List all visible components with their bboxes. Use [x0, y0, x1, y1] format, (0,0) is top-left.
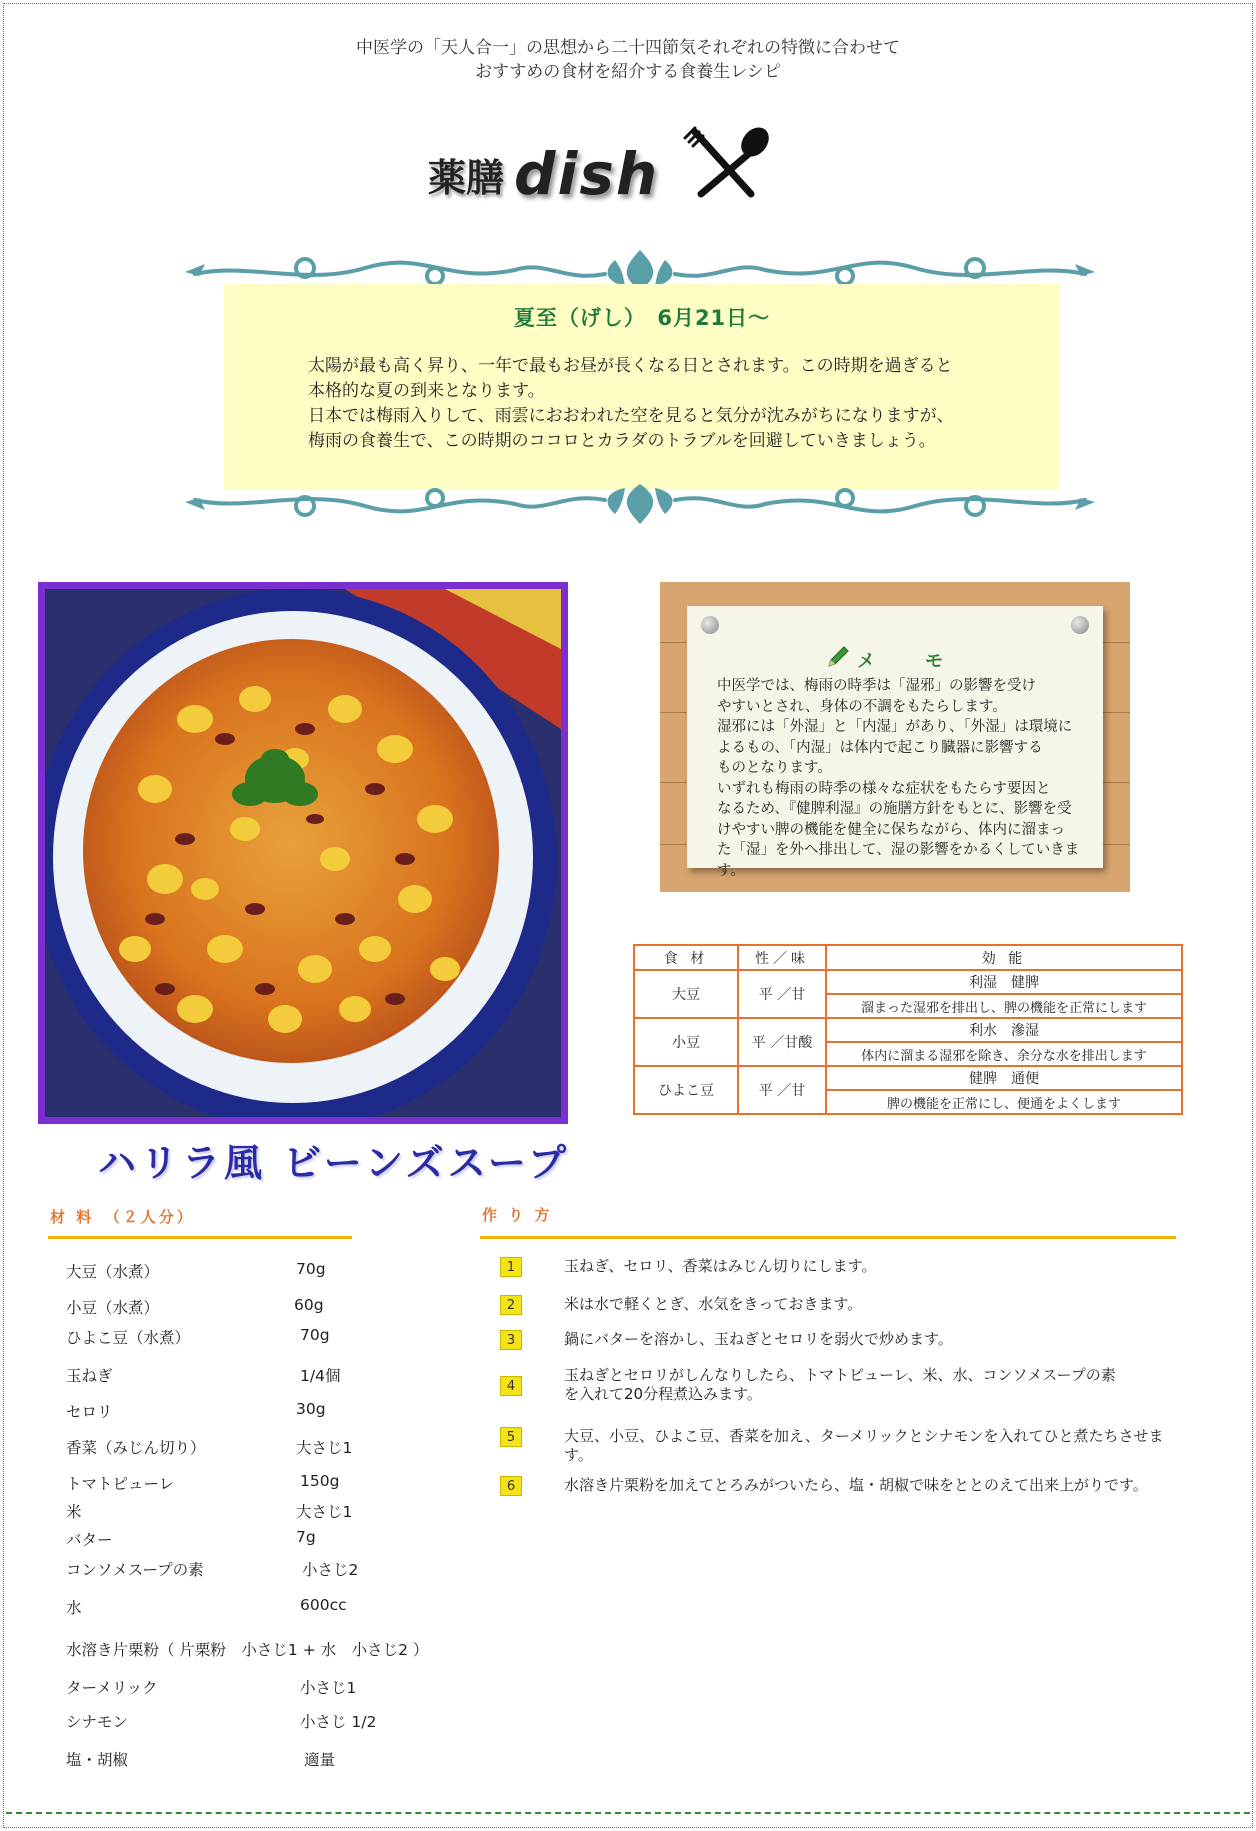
- season-line: 太陽が最も高く昇り、一年で最もお昼が長くなる日とされます。この時期を過ぎると: [308, 356, 953, 376]
- step-text: 水溶き片栗粉を加えてとろみがついたら、塩・胡椒で味をととのえて出来上がりです。: [564, 1476, 1148, 1494]
- food-cell: ひよこ豆: [634, 1066, 738, 1114]
- intro-text: [0, 36, 1256, 84]
- season-title: 夏至（げし） 6月21日～: [513, 306, 771, 330]
- table-row: [634, 1018, 1182, 1042]
- memo-text: [717, 676, 1085, 881]
- ingredients-rule: [48, 1236, 352, 1239]
- ingredient-name: 香菜（みじん切り）: [66, 1439, 206, 1457]
- step-number: 1: [500, 1257, 522, 1277]
- header-nature: 性／味: [738, 945, 826, 970]
- ingredient-amount: 30g: [296, 1400, 326, 1418]
- effects-table: [633, 944, 1183, 1115]
- step-number: 4: [500, 1376, 522, 1396]
- season-line: 本格的な夏の到来となります。: [308, 381, 545, 401]
- memo-line: けやすい脾の機能を健全に保ちながら、体内に溜まっ: [717, 821, 1065, 838]
- memo-line: いずれも梅雨の時季の様々な症状をもたらす要因と: [717, 780, 1051, 797]
- nature-cell: 平 ／甘: [738, 1066, 826, 1114]
- ingredient-name: ターメリック: [66, 1679, 158, 1697]
- intro-line-1: 中医学の「天人合一」の思想から二十四節気それぞれの特徴に合わせて: [356, 38, 900, 58]
- table-row: [634, 1066, 1182, 1090]
- ingredient-amount: 70g: [296, 1260, 326, 1278]
- table-row: [634, 970, 1182, 994]
- ingredient-amount: 小さじ2: [302, 1561, 359, 1579]
- soup-illustration: [45, 589, 561, 1117]
- ingredient-amount: 600cc: [300, 1596, 347, 1614]
- memo-board: [660, 582, 1130, 892]
- memo-line: 湿邪には「外湿」と「内湿」があり、「外湿」は環境に: [717, 719, 1073, 735]
- brand-latin: dish: [514, 140, 660, 208]
- step-number: 6: [500, 1476, 522, 1496]
- memo-title: [825, 644, 959, 675]
- step-number: 2: [500, 1295, 522, 1315]
- pin-icon: [1071, 616, 1089, 634]
- ingredient-name: ひよこ豆（水煮）: [66, 1329, 191, 1347]
- ingredient-name: 小豆（水煮）: [66, 1299, 160, 1317]
- step-number: 5: [500, 1427, 522, 1447]
- intro-line-2: おすすめの食材を紹介する食養生レシピ: [475, 62, 781, 82]
- memo-line: やすいとされ、身体の不調をもたらします。: [717, 698, 1007, 715]
- memo-title-text: メ モ: [857, 650, 959, 672]
- step-number: 3: [500, 1330, 522, 1350]
- step-text: 鍋にバターを溶かし、玉ねぎとセロリを弱火で炒めます。: [564, 1330, 953, 1348]
- season-box: [224, 284, 1060, 490]
- ingredients-label: 材 料 （２人分）: [50, 1208, 195, 1226]
- season-line: 日本では梅雨入りして、雨雲におおわれた空を見ると気分が沈みがちになりますが、: [308, 406, 954, 426]
- effect-detail-cell: 溜まった湿邪を排出し、脾の機能を正常にします: [826, 994, 1182, 1018]
- ingredient-amount: 150g: [300, 1472, 340, 1490]
- season-line: 梅雨の食養生で、この時期のココロとカラダのトラブルを回避していきましょう。: [308, 431, 936, 451]
- ingredient-name: セロリ: [66, 1403, 113, 1421]
- step-text: 玉ねぎ、セロリ、香菜はみじん切りにします。: [564, 1257, 877, 1275]
- food-cell: 小豆: [634, 1018, 738, 1066]
- effects-header-row: [634, 945, 1182, 970]
- ingredient-amount: 大さじ1: [296, 1439, 353, 1457]
- header-effect: 効 能: [826, 945, 1182, 970]
- ingredient-amount: 7g: [296, 1528, 316, 1546]
- step-text: 米は水で軽くとぎ、水気をきっておきます。: [564, 1295, 863, 1313]
- season-text: [308, 354, 1028, 454]
- memo-paper: [687, 606, 1103, 879]
- nature-cell: 平 ／甘: [738, 970, 826, 1018]
- pin-icon: [701, 616, 719, 634]
- ingredient-amount: 適量: [304, 1751, 336, 1769]
- effect-cell: 健脾 通便: [826, 1066, 1182, 1090]
- effect-cell: 利水 滲湿: [826, 1018, 1182, 1042]
- header-food: 食 材: [634, 945, 738, 970]
- food-cell: 大豆: [634, 970, 738, 1018]
- ingredient-name: コンソメスープの素: [66, 1561, 204, 1579]
- method-rule: [480, 1236, 1176, 1239]
- ingredient-amount: 1/4個: [300, 1367, 341, 1385]
- bottom-rule: [6, 1812, 1250, 1814]
- step-text: 大豆、小豆、ひよこ豆、香菜を加え、ターメリックとシナモンを入れてひと煮たちさせます。: [564, 1427, 1164, 1464]
- ingredient-name: 水: [66, 1599, 82, 1617]
- brand-kanji: 薬膳: [428, 155, 505, 200]
- ingredient-name: 米: [66, 1503, 82, 1521]
- effect-cell: 利湿 健脾: [826, 970, 1182, 994]
- ingredient-name: 水溶き片栗粉（ 片栗粉 小さじ1 + 水 小さじ2 ）: [66, 1641, 429, 1659]
- ingredient-name: 塩・胡椒: [66, 1751, 129, 1769]
- ingredient-name: シナモン: [66, 1713, 129, 1731]
- nature-cell: 平 ／甘酸: [738, 1018, 826, 1066]
- step-text: 玉ねぎとセロリがしんなりしたら、トマトピューレ、米、水、コンソメスープの素を入れて20分程煮込みます。: [564, 1366, 1116, 1403]
- memo-line: 中医学では、梅雨の時季は「湿邪」の影響を受け: [717, 678, 1036, 694]
- memo-line: なるため、『健脾利湿』の施膳方針をもとに、影響を受: [717, 801, 1072, 817]
- dish-title: ハリラ風 ビーンズスープ: [98, 1141, 571, 1185]
- ingredient-name: トマトピューレ: [66, 1475, 175, 1493]
- fork-spoon-icon: [681, 122, 771, 204]
- ornament-bottom: [185, 478, 1095, 528]
- memo-line: た「湿」を外へ排出して、湿の影響をかるくしていきます。: [717, 842, 1080, 879]
- effect-detail-cell: 脾の機能を正常にし、便通をよくします: [826, 1090, 1182, 1114]
- brand-logo: [428, 128, 771, 208]
- ingredient-amount: 大さじ1: [296, 1503, 353, 1521]
- ingredient-amount: 60g: [294, 1296, 324, 1314]
- pencil-icon: [825, 644, 851, 675]
- effect-detail-cell: 体内に溜まる湿邪を除き、余分な水を排出します: [826, 1042, 1182, 1066]
- ingredient-name: 玉ねぎ: [66, 1367, 113, 1385]
- memo-line: ものとなります。: [717, 760, 832, 776]
- ingredient-name: バター: [66, 1531, 113, 1549]
- dish-photo: [38, 582, 568, 1124]
- ingredient-amount: 小さじ1: [300, 1679, 357, 1697]
- method-label: 作 り 方: [482, 1206, 553, 1224]
- ingredient-amount: 小さじ 1/2: [300, 1713, 377, 1731]
- ingredient-name: 大豆（水煮）: [66, 1263, 160, 1281]
- ingredient-amount: 70g: [300, 1326, 330, 1344]
- memo-line: よるもの、「内湿」は体内で起こり臓器に影響する: [717, 739, 1043, 756]
